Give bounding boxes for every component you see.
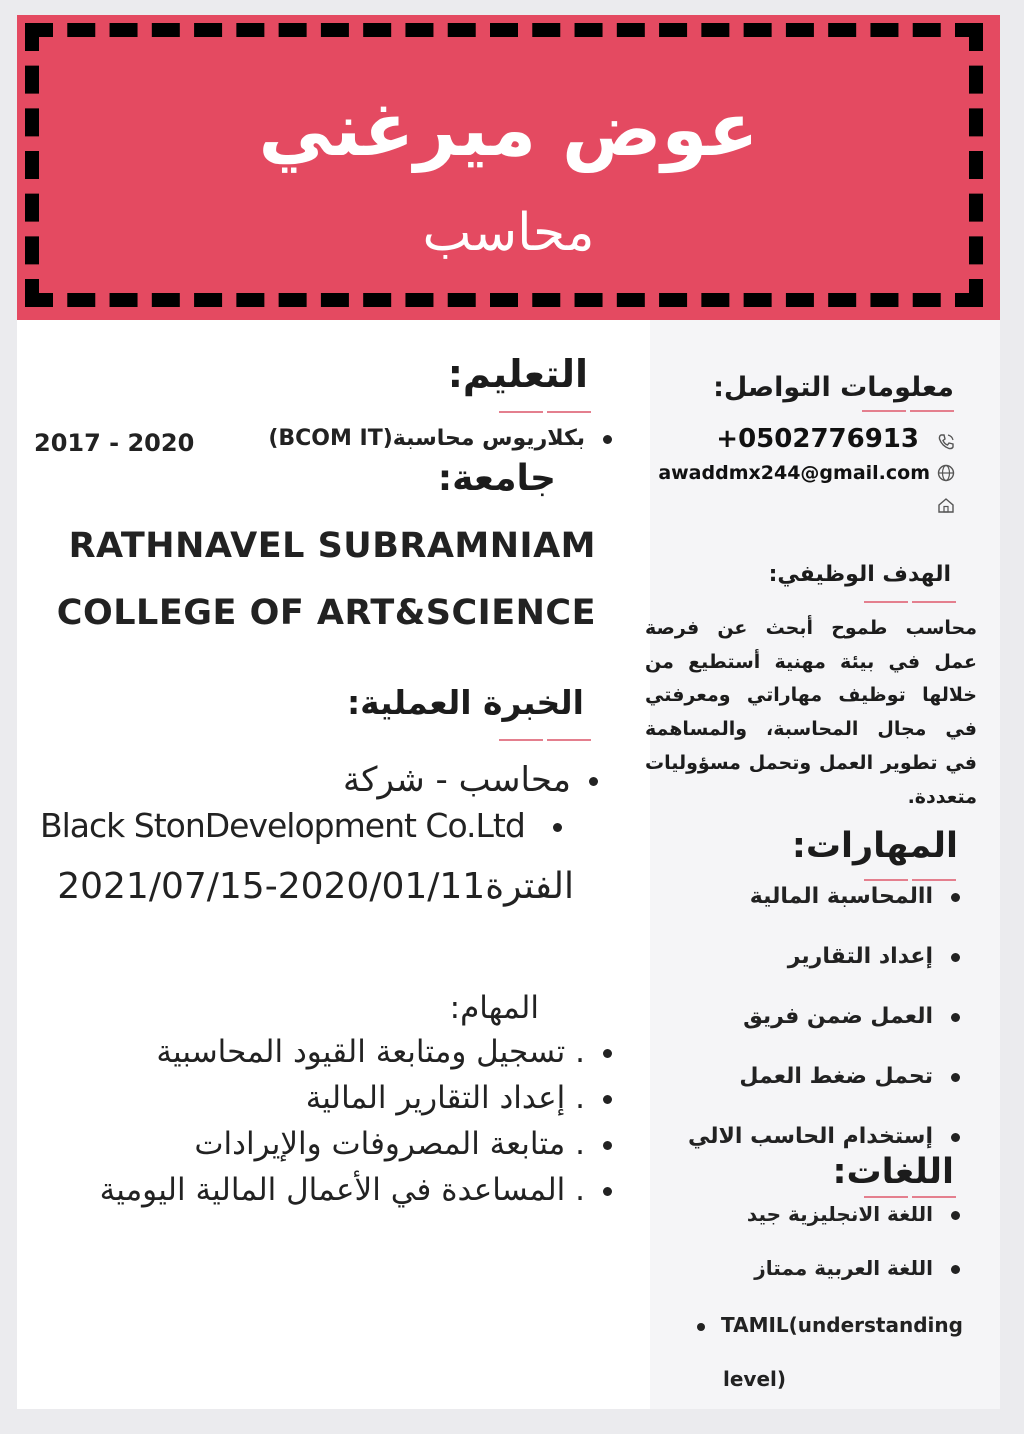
education-underline [491,411,591,413]
task-item: . متابعة المصروفات والإيرادات [194,1126,612,1162]
skills-heading: المهارات: [791,826,958,866]
degree-item: بكلاريوس محاسبة(BCOM IT) [268,426,612,451]
language-item: TAMIL(understanding [697,1313,963,1337]
phone-icon [936,432,956,457]
header-banner [17,15,1000,320]
bullet [603,1187,612,1196]
bullet [951,1013,960,1022]
bullet [589,777,598,786]
contact-heading: معلومات التواصل: [713,372,954,403]
bullet [697,1323,705,1331]
objective-heading: الهدف الوظيفي: [768,562,951,587]
experience-period: الفترة2020/01/11-2021/07/15 [57,866,574,907]
languages-heading: اللغات: [832,1152,954,1192]
language-item-continued: level) [723,1367,787,1391]
bullet [603,435,612,444]
experience-heading: الخبرة العملية: [346,683,584,722]
person-name: عوض ميرغني [258,87,759,173]
bullet [553,823,562,832]
email-address: awaddmx244@gmail.com [658,462,930,484]
skills-underline [856,879,956,881]
university-name-line2: COLLEGE OF ART&SCIENCE [56,593,596,633]
education-years: 2017 - 2020 [34,429,195,457]
experience-underline [491,739,591,741]
tasks-heading: المهام: [449,990,539,1026]
bullet [951,1133,960,1142]
language-item: اللغة الانجليزية جيد [747,1202,960,1226]
bullet [951,893,960,902]
skill-item: العمل ضمن فريق [743,1004,960,1029]
bullet [603,1049,612,1058]
skill-item: االمحاسبة المالية [750,884,960,909]
globe-icon [936,463,956,488]
bullet [951,953,960,962]
university-name-line1: RATHNAVEL SUBRAMNIAM [68,526,596,566]
job-title: محاسب [422,203,595,263]
task-item: . المساعدة في الأعمال المالية اليومية [100,1172,612,1208]
experience-role: محاسب - شركة [343,760,598,800]
phone-number: +0502776913 [716,424,919,454]
bullet [951,1265,960,1274]
objective-text: محاسب طموح أبحث عن فرصة عمل في بيئة مهنية أستطيع من خلالها توظيف مهاراتي ومعرفتي في مجال المحاسبة، والمساهمة في تطوير العمل وتحمل مسؤوليات متعددة. [645,617,977,808]
task-item: . إعداد التقارير المالية [306,1080,612,1116]
bullet [603,1141,612,1150]
skill-item: تحمل ضغط العمل [739,1064,960,1089]
university-label: جامعة: [437,458,556,499]
bullet [951,1073,960,1082]
objective-underline [856,601,956,603]
task-item: . تسجيل ومتابعة القيود المحاسبية [156,1034,612,1070]
skill-item: إعداد التقارير [788,944,960,969]
experience-company: Black StonDevelopment Co.Ltd [40,806,562,845]
skill-item: إستخدام الحاسب الالي [688,1124,960,1149]
language-item: اللغة العربية ممتاز [754,1256,960,1280]
contact-underline [854,410,954,412]
education-heading: التعليم: [447,352,588,396]
bullet [603,1095,612,1104]
languages-underline [856,1196,956,1198]
bullet [951,1211,960,1220]
home-icon [936,495,956,520]
